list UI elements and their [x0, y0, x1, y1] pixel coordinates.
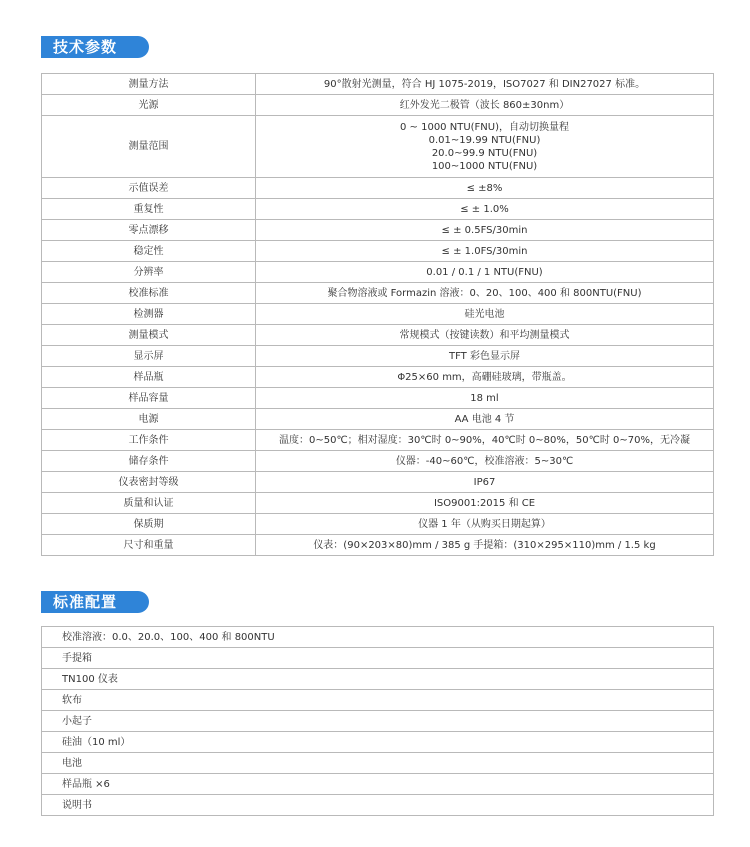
spec-value-line: TFT 彩色显示屏 [449, 350, 520, 362]
spec-row [42, 178, 714, 199]
spec-label: 样品瓶 [42, 367, 256, 388]
spec-label: 测量方法 [42, 74, 256, 95]
spec-row [42, 493, 714, 514]
standard-item: 校准溶液：0.0、20.0、100、400 和 800NTU [42, 627, 714, 648]
spec-row [42, 95, 714, 116]
spec-label: 测量范围 [42, 116, 256, 178]
standard-section-title: 标准配置 [41, 591, 149, 613]
spec-value [256, 95, 714, 116]
spec-label: 零点漂移 [42, 220, 256, 241]
spec-value-line: 常规模式（按键读数）和平均测量模式 [399, 329, 570, 341]
spec-value-line: 0.01 / 0.1 / 1 NTU(FNU) [426, 266, 543, 278]
spec-value-line: ISO9001:2015 和 CE [433, 497, 536, 509]
spec-value [256, 325, 714, 346]
spec-value-line: 仪器 1 年（从购买日期起算） [418, 518, 551, 530]
spec-label: 样品容量 [42, 388, 256, 409]
spec-value-line: ≤ ±8% [466, 182, 503, 194]
spec-value-line: 0.01~19.99 NTU(FNU) [428, 134, 541, 146]
spec-value [256, 472, 714, 493]
spec-value [256, 409, 714, 430]
standard-item-row [42, 732, 714, 753]
spec-value-line: IP67 [473, 476, 496, 488]
spec-value [256, 451, 714, 472]
spec-row [42, 325, 714, 346]
spec-label: 仪表密封等级 [42, 472, 256, 493]
spec-label: 储存条件 [42, 451, 256, 472]
spec-row [42, 116, 714, 178]
spec-label: 保质期 [42, 514, 256, 535]
standard-item-row [42, 669, 714, 690]
spec-value [256, 367, 714, 388]
spec-row [42, 241, 714, 262]
spec-label: 检测器 [42, 304, 256, 325]
standard-item: 硅油（10 ml） [42, 732, 714, 753]
spec-row [42, 409, 714, 430]
spec-value-line: 100~1000 NTU(FNU) [431, 160, 538, 172]
spec-value [256, 199, 714, 220]
spec-row [42, 514, 714, 535]
spec-row [42, 304, 714, 325]
spec-row [42, 388, 714, 409]
spec-label: 测量模式 [42, 325, 256, 346]
standard-config-table [41, 626, 714, 816]
spec-value-line: 聚合物溶液或 Formazin 溶液：0、20、100、400 和 800NTU(FNU) [327, 287, 642, 299]
standard-item: TN100 仪表 [42, 669, 714, 690]
spec-value-line: 温度：0~50℃；相对湿度：30℃时 0~90%，40℃时 0~80%，50℃时 0~70%，无冷凝 [278, 434, 690, 446]
standard-item: 小起子 [42, 711, 714, 732]
spec-row [42, 199, 714, 220]
standard-item: 电池 [42, 753, 714, 774]
spec-value-line: 18 ml [470, 392, 499, 404]
spec-value [256, 74, 714, 95]
spec-value-line: 仪器：-40~60℃，校准溶液：5~30℃ [395, 455, 574, 467]
spec-value-line: AA 电池 4 节 [454, 413, 515, 425]
spec-label: 示值误差 [42, 178, 256, 199]
spec-value-line: ≤ ± 0.5FS/30min [441, 224, 528, 236]
spec-value [256, 346, 714, 367]
spec-row [42, 346, 714, 367]
standard-item-row [42, 711, 714, 732]
spec-value-line: 20.0~99.9 NTU(FNU) [431, 147, 538, 159]
standard-item-row [42, 753, 714, 774]
spec-row [42, 535, 714, 556]
spec-value-line: 90°散射光测量，符合 HJ 1075-2019，ISO7027 和 DIN27027 标准。 [323, 78, 646, 90]
spec-label: 显示屏 [42, 346, 256, 367]
spec-row [42, 451, 714, 472]
spec-row [42, 367, 714, 388]
spec-value-line: ≤ ± 1.0FS/30min [441, 245, 528, 257]
specs-table [41, 73, 714, 556]
spec-value [256, 283, 714, 304]
spec-label: 重复性 [42, 199, 256, 220]
spec-value [256, 220, 714, 241]
standard-item: 样品瓶 ×6 [42, 774, 714, 795]
specs-section-title: 技术参数 [41, 36, 149, 58]
spec-value-line: Φ25×60 mm，高硼硅玻璃，带瓶盖。 [397, 371, 572, 383]
spec-value-line: ≤ ± 1.0% [460, 203, 509, 215]
spec-value [256, 116, 714, 178]
spec-value [256, 178, 714, 199]
spec-value-line: 0 ~ 1000 NTU(FNU)，自动切换量程 [400, 121, 569, 133]
spec-label: 工作条件 [42, 430, 256, 451]
spec-value [256, 241, 714, 262]
spec-value-line: 红外发光二极管（波长 860±30nm） [399, 99, 570, 111]
standard-item-row [42, 774, 714, 795]
standard-item-row [42, 627, 714, 648]
spec-row [42, 430, 714, 451]
spec-row [42, 220, 714, 241]
spec-row [42, 262, 714, 283]
spec-value [256, 262, 714, 283]
spec-value [256, 430, 714, 451]
standard-item: 说明书 [42, 795, 714, 816]
standard-item-row [42, 690, 714, 711]
spec-label: 尺寸和重量 [42, 535, 256, 556]
spec-value [256, 535, 714, 556]
spec-row [42, 74, 714, 95]
spec-label: 校准标准 [42, 283, 256, 304]
spec-label: 稳定性 [42, 241, 256, 262]
standard-item-row [42, 648, 714, 669]
spec-label: 电源 [42, 409, 256, 430]
spec-value [256, 388, 714, 409]
spec-value [256, 304, 714, 325]
spec-value [256, 493, 714, 514]
spec-value-line: 硅光电池 [464, 308, 505, 320]
spec-value [256, 514, 714, 535]
spec-label: 分辨率 [42, 262, 256, 283]
spec-label: 质量和认证 [42, 493, 256, 514]
spec-row [42, 283, 714, 304]
standard-item: 手提箱 [42, 648, 714, 669]
spec-value-line: 仪表：(90×203×80)mm / 385 g 手提箱：(310×295×110)mm / 1.5 kg [313, 539, 656, 551]
spec-label: 光源 [42, 95, 256, 116]
standard-item: 软布 [42, 690, 714, 711]
spec-row [42, 472, 714, 493]
standard-item-row [42, 795, 714, 816]
